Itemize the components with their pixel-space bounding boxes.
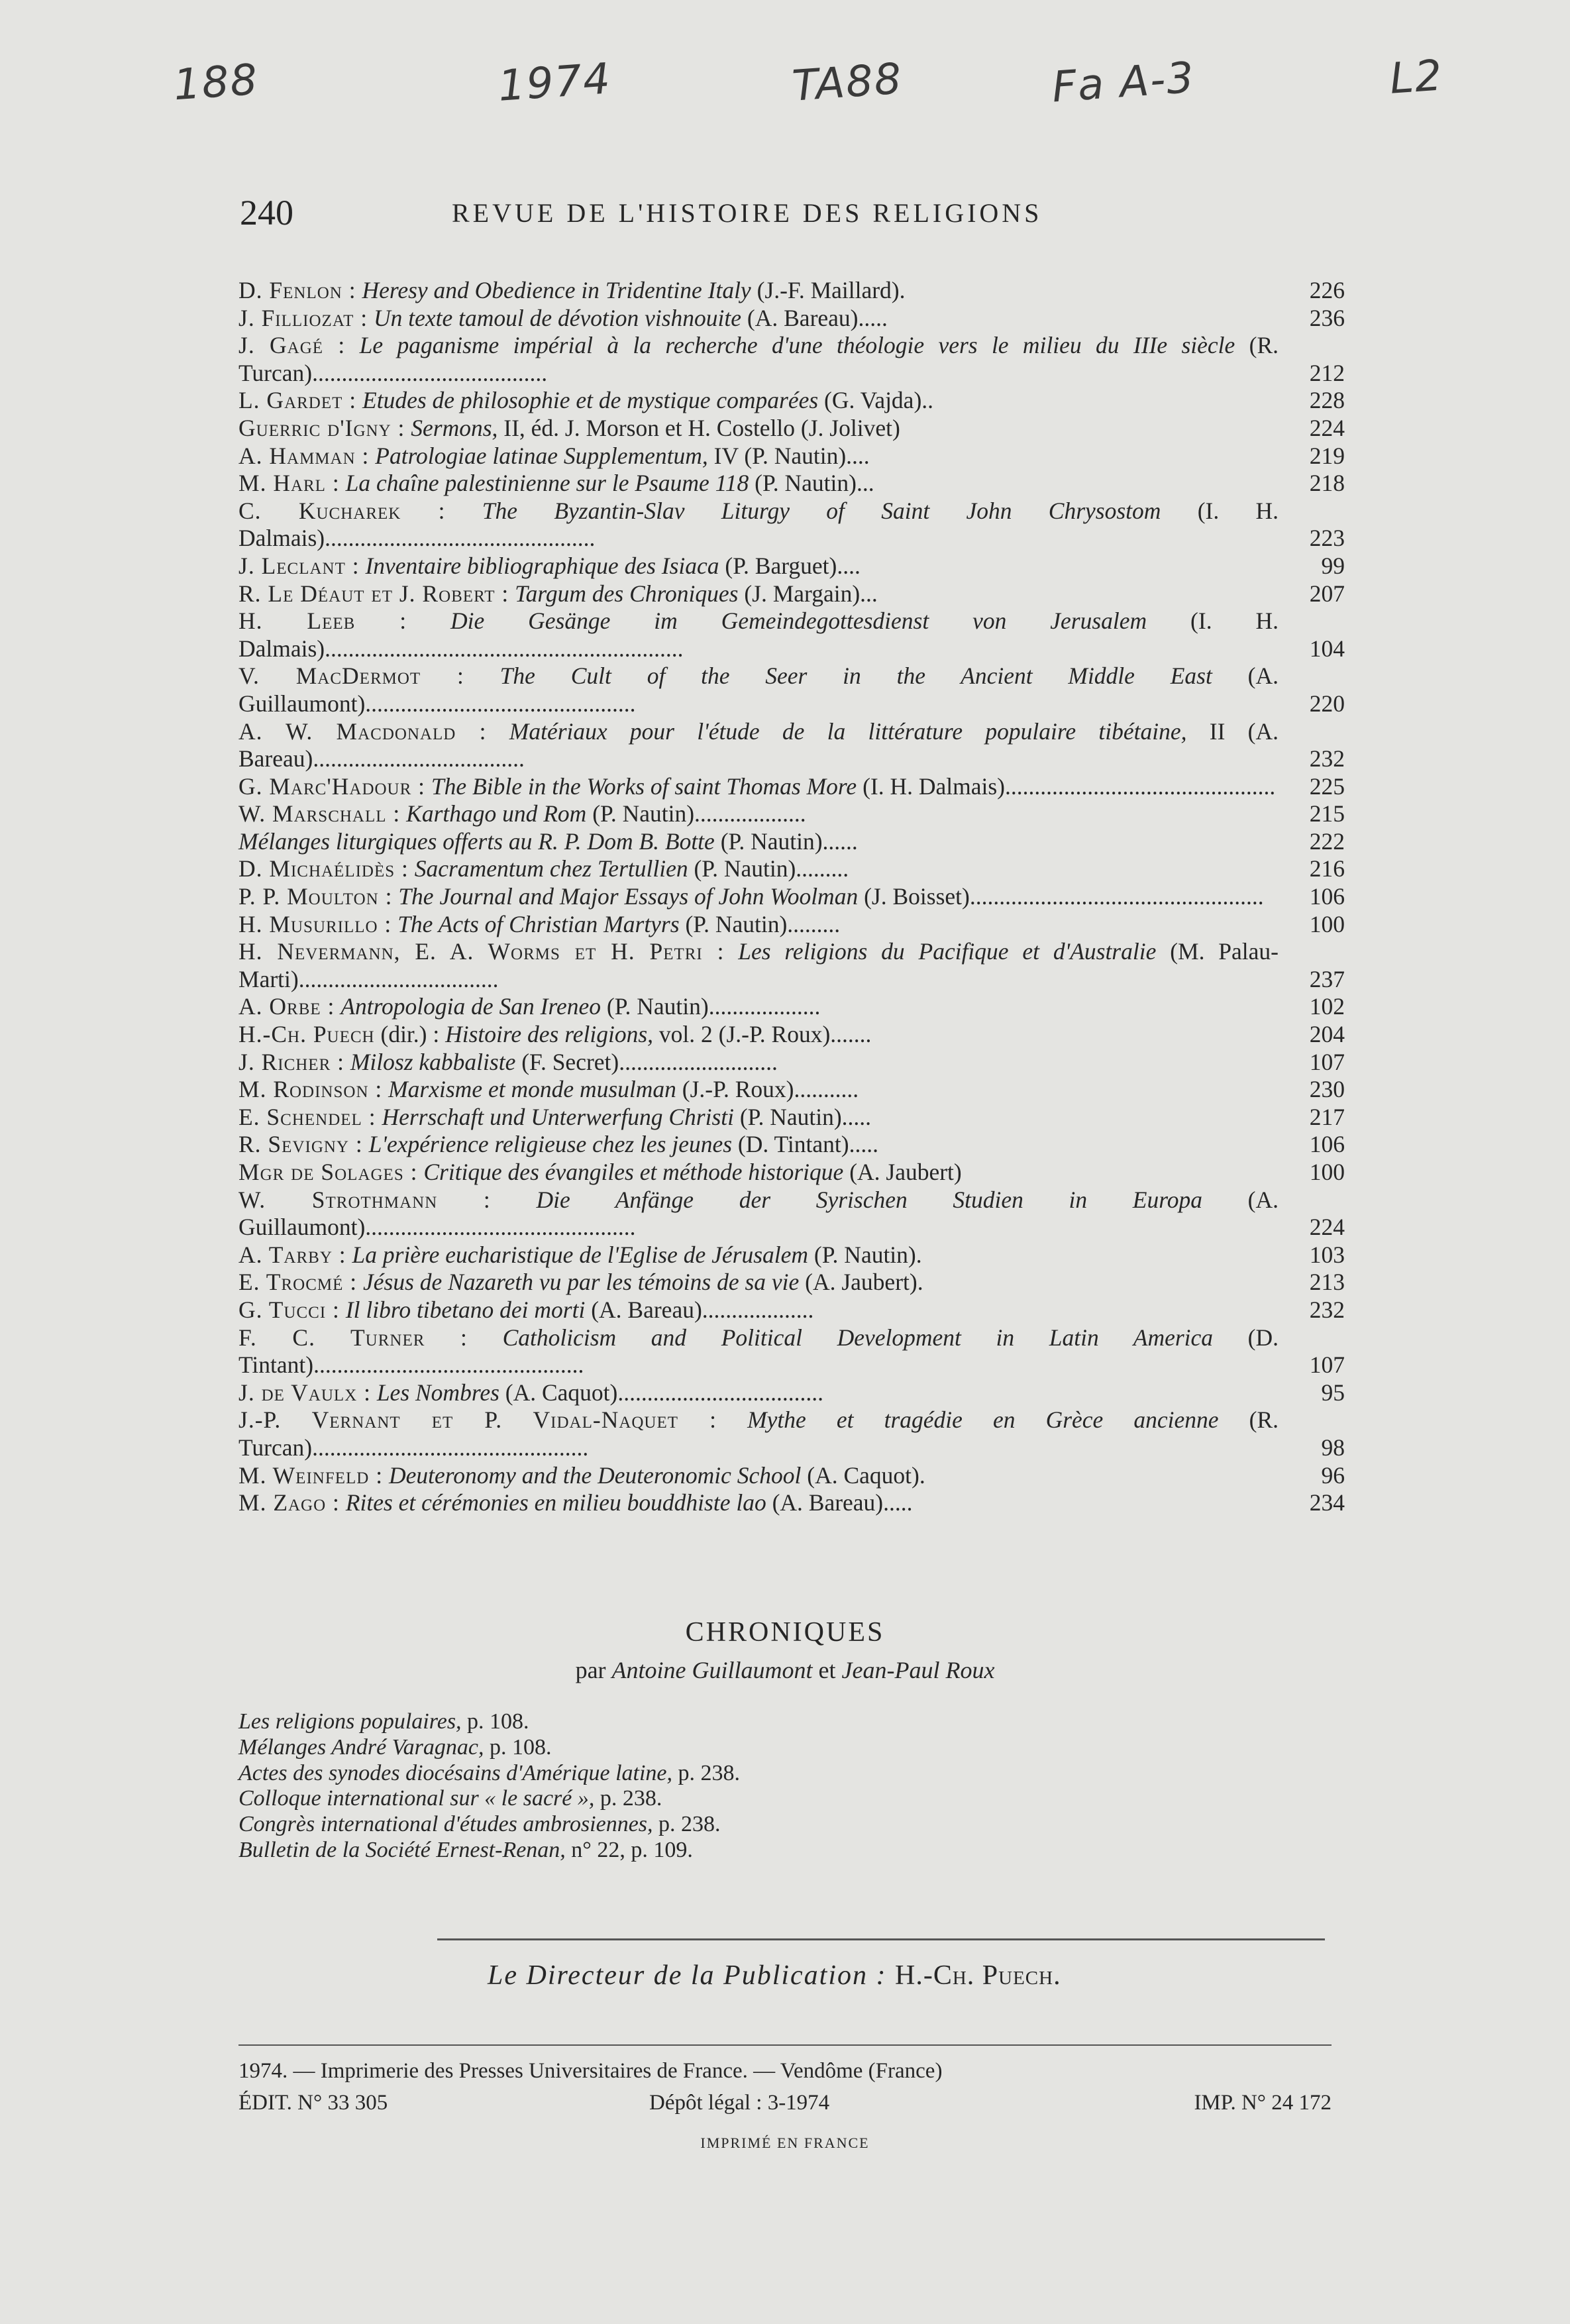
review-entry	[238, 718, 1345, 773]
review-author: J. Leclant :	[238, 552, 360, 579]
review-page-number: 107	[1309, 1351, 1345, 1379]
chronique-item	[238, 1812, 1338, 1838]
review-entry	[238, 828, 1345, 856]
review-page-number: 218	[1309, 470, 1345, 497]
review-page-number: 225	[1309, 772, 1345, 800]
review-entry	[238, 1379, 1345, 1407]
chronique-title: Congrès international d'études ambrosiennes,	[238, 1812, 653, 1837]
review-book-title: Etudes de philosophie et de mystique comparées	[362, 387, 819, 414]
review-reviewer: (J. Margain)...	[738, 580, 878, 607]
review-entry	[238, 800, 1345, 828]
review-entry-text	[238, 1076, 1298, 1104]
review-entry-text	[238, 1241, 1298, 1269]
review-reviewer: (A. Bareau).....	[766, 1489, 913, 1516]
review-author: J. Richer :	[238, 1048, 344, 1075]
chroniques-and: et	[812, 1657, 842, 1683]
review-reviewer: (P. Nautin).........	[688, 855, 849, 882]
review-page-number: 224	[1309, 414, 1345, 441]
director-rule	[437, 1938, 1325, 1940]
review-reviewer: (P. Nautin)......	[714, 827, 858, 855]
review-entry-text	[238, 332, 1298, 387]
review-entry-text	[238, 1489, 1298, 1517]
page-header	[240, 192, 1339, 238]
review-author: J.-P. Vernant et P. Vidal-Naquet :	[238, 1406, 717, 1434]
review-entry-text	[238, 1187, 1298, 1241]
review-entry-text	[238, 883, 1298, 911]
review-book-title: The Cult of the Seer in the Ancient Middle East	[499, 662, 1212, 690]
review-book-title: The Journal and Major Essays of John Woolman	[398, 883, 859, 910]
review-book-title: Histoire des religions,	[445, 1021, 654, 1048]
review-reviewer: II, éd. J. Morson et H. Costello (J. Jolivet)	[497, 414, 900, 441]
review-author: E. Schendel :	[238, 1103, 376, 1130]
review-author: C. Kucharek :	[238, 497, 446, 524]
handwritten-note-4: Fa A-3	[1050, 53, 1197, 113]
review-book-title: The Bible in the Works of saint Thomas More	[431, 772, 857, 800]
review-author: M. Zago :	[238, 1489, 340, 1516]
review-book-title: Milosz kabbaliste	[350, 1048, 516, 1075]
review-reviewer: (A. Bareau).....	[741, 304, 888, 331]
review-entry-text	[238, 1379, 1298, 1407]
director-line	[488, 1960, 1061, 1991]
chronique-page: p. 238.	[653, 1812, 721, 1837]
review-entry-text	[238, 498, 1298, 553]
review-entry-text	[238, 1159, 1298, 1187]
review-entry-text	[238, 938, 1298, 993]
chronique-item	[238, 1761, 1338, 1787]
review-author: P. P. Moulton :	[238, 883, 393, 910]
review-author: R. Le Déaut et J. Robert :	[238, 580, 509, 607]
chroniques-author-1: Antoine Guillaumont	[611, 1657, 813, 1683]
review-list	[238, 277, 1345, 1517]
review-book-title: Catholicism and Political Development in Latin America	[502, 1324, 1214, 1351]
review-entry	[238, 773, 1345, 801]
review-entry	[238, 1462, 1345, 1490]
review-page-number: 219	[1309, 442, 1345, 469]
review-entry	[238, 1049, 1345, 1077]
review-entry	[238, 305, 1345, 333]
review-page-number: 222	[1309, 827, 1345, 855]
review-page-number: 236	[1309, 304, 1345, 331]
review-book-title: Critique des évangiles et méthode historique	[423, 1159, 844, 1185]
review-book-title: Matériaux pour l'étude de la littérature populaire tibétaine,	[509, 717, 1187, 745]
chronique-item	[238, 1735, 1338, 1761]
chronique-item	[238, 1709, 1338, 1735]
review-reviewer: (F. Secret)...........................	[515, 1048, 778, 1075]
review-entry	[238, 662, 1345, 717]
review-entry	[238, 1241, 1345, 1269]
review-entry-text	[238, 1406, 1298, 1461]
page-number: 240	[240, 193, 293, 233]
review-entry-text	[238, 662, 1298, 717]
review-entry	[238, 470, 1345, 498]
review-author: E. Trocmé :	[238, 1269, 358, 1296]
review-reviewer: (D. Tintant)..............................................	[238, 1324, 1279, 1379]
handwritten-note-3: TA88	[790, 54, 904, 111]
review-page-number: 213	[1309, 1269, 1345, 1296]
review-book-title: Sacramentum chez Tertullien	[414, 855, 688, 882]
review-entry-text	[238, 553, 1298, 580]
review-entry-text	[238, 607, 1298, 662]
review-author: G. Tucci :	[238, 1296, 340, 1323]
review-entry-text	[238, 773, 1298, 801]
review-page-number: 98	[1321, 1434, 1345, 1461]
review-page-number: 106	[1309, 1131, 1345, 1158]
review-entry-text	[238, 1049, 1298, 1077]
review-page-number: 103	[1309, 1241, 1345, 1268]
review-entry	[238, 1159, 1345, 1187]
review-reviewer: (A. Guillaumont)..............................................	[238, 662, 1279, 717]
review-book-title: Marxisme et monde musulman	[388, 1076, 676, 1103]
review-page-number: 204	[1309, 1021, 1345, 1048]
review-author: A. W. Macdonald :	[238, 717, 487, 745]
review-reviewer: vol. 2 (J.-P. Roux).......	[653, 1021, 872, 1048]
chronique-title: Bulletin de la Société Ernest-Renan,	[238, 1837, 566, 1862]
review-entry-text	[238, 470, 1298, 498]
review-entry-text	[238, 1462, 1298, 1490]
review-entry-text	[238, 1131, 1298, 1159]
chronique-item	[238, 1786, 1338, 1812]
review-entry	[238, 1489, 1345, 1517]
review-author: H. Musurillo :	[238, 910, 392, 937]
review-reviewer: (R. Turcan)........................................	[238, 332, 1279, 386]
chronique-title: Colloque international sur « le sacré »,	[238, 1786, 595, 1811]
review-book-title: Die Gesänge im Gemeindegottesdienst von Jerusalem	[450, 607, 1147, 635]
review-entry-text	[238, 415, 1298, 443]
handwritten-note-1: 188	[172, 55, 260, 111]
review-book-title: Karthago und Rom	[406, 800, 587, 827]
review-book-title: The Byzantin-Slav Liturgy of Saint John Chrysostom	[482, 497, 1161, 524]
review-reviewer: (J. Boisset)..................................................	[858, 883, 1264, 910]
review-book-title: The Acts of Christian Martyrs	[397, 910, 680, 937]
review-entry	[238, 607, 1345, 662]
review-entry-text	[238, 800, 1298, 828]
review-entry-text	[238, 855, 1298, 883]
review-book-title: Herrschaft und Unterwerfung Christi	[382, 1103, 734, 1130]
review-entry-text	[238, 443, 1298, 470]
review-book-title: Le paganisme impérial à la recherche d'une théologie vers le milieu du IIIe siècle	[359, 332, 1235, 359]
review-page-number: 230	[1309, 1076, 1345, 1103]
imprint-rule	[238, 2044, 1332, 2046]
review-book-title: La chaîne palestinienne sur le Psaume 118	[345, 470, 749, 497]
review-page-number: 216	[1309, 855, 1345, 882]
review-reviewer: (R. Turcan)...............................................	[238, 1406, 1279, 1461]
review-reviewer: (A. Jaubert)	[843, 1159, 962, 1185]
chroniques-by-prefix: par	[575, 1657, 612, 1683]
review-entry	[238, 443, 1345, 470]
running-title: REVUE DE L'HISTOIRE DES RELIGIONS	[452, 198, 1043, 228]
director-name: H.-Ch. Puech.	[895, 1960, 1061, 1991]
review-book-title: Rites et cérémonies en milieu bouddhiste lao	[345, 1489, 766, 1516]
review-entry-text	[238, 277, 1298, 305]
review-author: W. Marschall :	[238, 800, 401, 827]
review-reviewer: (P. Nautin).	[808, 1241, 922, 1268]
review-page-number: 104	[1309, 635, 1345, 662]
review-reviewer: (dir.) :	[380, 1021, 446, 1048]
review-entry	[238, 938, 1345, 993]
review-author: L. Gardet :	[238, 387, 357, 414]
review-author: Mgr de Solages :	[238, 1159, 418, 1185]
review-reviewer: (A. Caquot).	[801, 1461, 925, 1489]
review-reviewer: (P. Nautin).....	[733, 1103, 872, 1130]
review-book-title: Mélanges liturgiques offerts au R. P. Dom B. Botte	[238, 827, 715, 855]
review-page-number: 232	[1309, 745, 1345, 772]
review-entry	[238, 855, 1345, 883]
review-book-title: Mythe et tragédie en Grèce ancienne	[747, 1406, 1219, 1434]
review-reviewer: (A. Jaubert).	[799, 1269, 923, 1296]
review-reviewer: IV (P. Nautin)....	[707, 442, 870, 469]
review-page-number: 226	[1309, 277, 1345, 303]
imprint-imp-number: IMP. N° 24 172	[1194, 2091, 1332, 2115]
chronique-title: Actes des synodes diocésains d'Amérique latine,	[238, 1760, 673, 1785]
review-book-title: Deuteronomy and the Deuteronomic School	[388, 1461, 802, 1489]
review-entry	[238, 332, 1345, 387]
review-reviewer: (P. Nautin)...	[749, 470, 874, 497]
review-entry	[238, 1296, 1345, 1324]
chroniques-author-2: Jean-Paul Roux	[841, 1657, 995, 1683]
review-entry-text	[238, 993, 1298, 1021]
review-page-number: 217	[1309, 1103, 1345, 1130]
chronique-page: p. 108.	[461, 1709, 529, 1734]
review-book-title: Il libro tibetano dei morti	[345, 1296, 586, 1323]
imprint-depot-legal: Dépôt légal : 3-1974	[649, 2091, 830, 2115]
review-entry-text	[238, 911, 1298, 939]
review-entry-text	[238, 1104, 1298, 1132]
review-page-number: 207	[1309, 580, 1345, 607]
review-page-number: 237	[1309, 965, 1345, 992]
review-reviewer: (D. Tintant).....	[732, 1131, 878, 1158]
review-entry	[238, 580, 1345, 608]
review-reviewer: (I. H. Dalmais)..............................................	[238, 497, 1279, 552]
review-entry-text	[238, 1324, 1298, 1379]
review-reviewer: (P. Nautin)...................	[586, 800, 806, 827]
review-reviewer: II (A. Bareau)....................................	[238, 717, 1279, 772]
chroniques-heading: CHRONIQUES	[685, 1617, 885, 1648]
review-author: A. Tarby :	[238, 1241, 346, 1268]
imprint-edit-number: ÉDIT. N° 33 305	[238, 2091, 388, 2115]
review-author: W. Strothmann :	[238, 1186, 491, 1213]
review-reviewer: (P. Nautin)...................	[601, 993, 821, 1020]
review-entry	[238, 1131, 1345, 1159]
review-page-number: 107	[1309, 1048, 1345, 1075]
chroniques-authors	[0, 1656, 1570, 1684]
review-entry	[238, 1021, 1345, 1049]
review-author: M. Weinfeld :	[238, 1461, 384, 1489]
review-page-number: 234	[1309, 1489, 1345, 1516]
review-author: Guerric d'Igny :	[238, 414, 405, 441]
review-entry	[238, 883, 1345, 911]
review-book-title: Les Nombres	[376, 1379, 499, 1406]
review-page-number: 228	[1309, 387, 1345, 414]
chronique-title: Les religions populaires,	[238, 1709, 462, 1734]
review-reviewer: (A. Bareau)...................	[585, 1296, 814, 1323]
review-book-title: Inventaire bibliographique des Isiaca	[365, 552, 719, 579]
review-entry	[238, 1269, 1345, 1296]
review-author: A. Orbe :	[238, 993, 335, 1020]
review-book-title: Antropologia de San Ireneo	[340, 993, 602, 1020]
review-author: J. Gagé :	[238, 332, 346, 359]
chronique-title: Mélanges André Varagnac,	[238, 1734, 484, 1760]
review-reviewer: (G. Vajda)..	[818, 387, 934, 414]
review-author: H.-Ch. Puech	[238, 1021, 375, 1048]
review-reviewer: (I. H. Dalmais)..............................................	[857, 772, 1276, 800]
review-author: D. Michaélidès :	[238, 855, 409, 882]
review-page-number: 100	[1309, 1159, 1345, 1185]
review-entry-text	[238, 718, 1298, 773]
review-author: V. MacDermot :	[238, 662, 464, 690]
chronique-page: p. 238.	[594, 1786, 662, 1811]
review-page-number: 106	[1309, 883, 1345, 910]
review-entry-text	[238, 1269, 1298, 1296]
review-page-number: 96	[1321, 1461, 1345, 1489]
review-page-number: 95	[1321, 1379, 1345, 1406]
review-page-number: 232	[1309, 1296, 1345, 1323]
review-entry	[238, 415, 1345, 443]
chronique-page: n° 22, p. 109.	[565, 1837, 693, 1862]
printed-in-france: IMPRIMÉ EN FRANCE	[700, 2135, 870, 2151]
chronique-item	[238, 1838, 1338, 1864]
review-reviewer: (A. Guillaumont)..............................................	[238, 1186, 1279, 1241]
review-author: M. Rodinson :	[238, 1076, 383, 1103]
review-book-title: Les religions du Pacifique et d'Australie	[738, 938, 1157, 965]
review-page-number: 224	[1309, 1214, 1345, 1241]
chroniques-list	[238, 1709, 1338, 1864]
review-book-title: Targum des Chroniques	[515, 580, 739, 607]
review-entry	[238, 1104, 1345, 1132]
review-book-title: Heresy and Obedience in Tridentine Italy	[362, 277, 751, 303]
review-entry	[238, 498, 1345, 553]
review-book-title: Patrologiae latinae Supplementum,	[375, 442, 708, 469]
review-entry	[238, 1406, 1345, 1461]
review-book-title: Sermons,	[411, 414, 498, 441]
review-author: H. Leeb :	[238, 607, 407, 635]
handwritten-note-5: L2	[1388, 51, 1445, 104]
review-page-number: 99	[1321, 552, 1345, 579]
review-entry	[238, 1187, 1345, 1241]
review-entry	[238, 277, 1345, 305]
review-author: A. Hamman :	[238, 442, 370, 469]
review-entry-text	[238, 1296, 1298, 1324]
review-entry-text	[238, 1021, 1298, 1049]
review-page-number: 223	[1309, 525, 1345, 552]
review-entry-text	[238, 580, 1298, 608]
review-entry	[238, 387, 1345, 415]
review-entry	[238, 1324, 1345, 1379]
handwritten-note-2: 1974	[496, 54, 613, 111]
review-entry	[238, 553, 1345, 580]
review-book-title: La prière eucharistique de l'Eglise de Jérusalem	[352, 1241, 809, 1268]
review-book-title: Jésus de Nazareth vu par les témoins de sa vie	[363, 1269, 800, 1296]
review-page-number: 212	[1309, 359, 1345, 386]
review-reviewer: (P. Barguet)....	[719, 552, 861, 579]
review-entry	[238, 1076, 1345, 1104]
review-book-title: L'expérience religieuse chez les jeunes	[368, 1131, 733, 1158]
review-author: G. Marc'Hadour :	[238, 772, 426, 800]
director-label: Le Directeur de la Publication :	[488, 1960, 887, 1991]
review-reviewer: (J.-P. Roux)...........	[676, 1076, 859, 1103]
review-reviewer: (A. Caquot)...................................	[499, 1379, 823, 1406]
review-reviewer: (I. H. Dalmais).............................................................	[238, 607, 1279, 662]
review-page-number: 215	[1309, 800, 1345, 827]
review-author: J. Filliozat :	[238, 304, 368, 331]
review-author: H. Nevermann, E. A. Worms et H. Petri :	[238, 938, 725, 965]
imprint-printer: 1974. — Imprimerie des Presses Universitaires de France. — Vendôme (France)	[238, 2059, 943, 2083]
review-page-number: 220	[1309, 690, 1345, 717]
review-reviewer: (J.-F. Maillard).	[751, 277, 906, 303]
review-page-number: 100	[1309, 910, 1345, 937]
review-entry-text	[238, 305, 1298, 333]
review-author: M. Harl :	[238, 470, 340, 497]
review-author: D. Fenlon :	[238, 277, 356, 303]
review-entry-text	[238, 387, 1298, 415]
review-page-number: 102	[1309, 993, 1345, 1020]
chronique-page: p. 238.	[672, 1760, 741, 1785]
review-author: F. C. Turner :	[238, 1324, 468, 1351]
review-entry	[238, 911, 1345, 939]
review-book-title: Un texte tamoul de dévotion vishnouite	[374, 304, 742, 331]
chronique-page: p. 108.	[484, 1734, 552, 1760]
review-entry-text	[238, 828, 1298, 856]
review-book-title: Die Anfänge der Syrischen Studien in Europa	[536, 1186, 1202, 1213]
review-reviewer: (P. Nautin).........	[679, 910, 841, 937]
review-author: J. de Vaulx :	[238, 1379, 371, 1406]
review-author: R. Sevigny :	[238, 1131, 363, 1158]
review-reviewer: (M. Palau-Marti)..................................	[238, 938, 1279, 992]
review-entry	[238, 993, 1345, 1021]
